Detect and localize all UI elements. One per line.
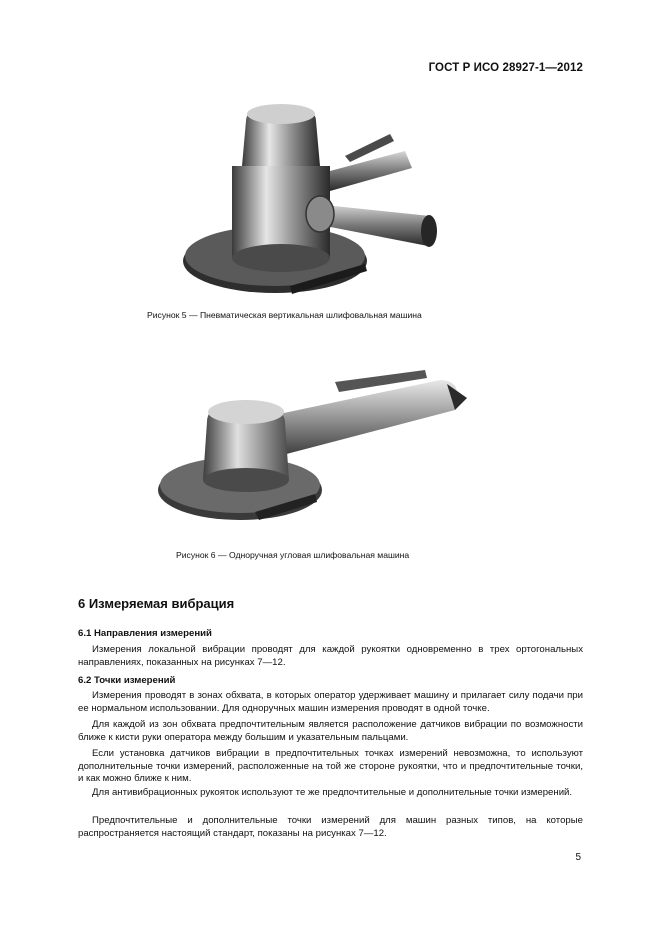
subsection-6-1-heading: 6.1 Направления измерений <box>78 628 212 639</box>
figure-6-angle-grinder <box>155 362 475 534</box>
paragraph: Для каждой из зон обхвата предпочтительным является расположение датчиков вибрации по возможности ближе к кисти руки оператора между большим и указательным пальцами. <box>78 719 583 743</box>
document-header: ГОСТ Р ИСО 28927-1—2012 <box>428 62 583 74</box>
page-number: 5 <box>575 852 581 863</box>
paragraph: Измерения локальной вибрации проводят для каждой рукоятки одновременно в трех ортогональных направлениях, показанных на рисунках 7—12. <box>78 644 583 668</box>
figure-5-vertical-grinder <box>180 96 450 301</box>
figure-6-caption: Рисунок 6 — Одноручная угловая шлифовальная машина <box>176 550 410 560</box>
paragraph: Предпочтительные и дополнительные точки измерений для машин разных типов, на которые распространяется настоящий стандарт, показаны на рисунках 7—12. <box>78 815 583 839</box>
paragraph: Если установка датчиков вибрации в предпочтительных точках измерений невозможна, то используют дополнительные точки измерений, расположенные на той же стороне рукоятки, что и предпочтительные точки, и как можно ближе к ним. <box>78 748 583 785</box>
subsection-6-2-heading: 6.2 Точки измерений <box>78 675 176 686</box>
section-title: 6 Измеряемая вибрация <box>78 596 235 611</box>
paragraph: Измерения проводят в зонах обхвата, в которых оператор удерживает машину и прилагает силу подачи при ее нормальном использовании. Для одноручных машин измерения проводят в одной точке. <box>78 690 583 714</box>
paragraph: Для антивибрационных рукояток используют те же предпочтительные и дополнительные точки измерений. <box>92 787 573 798</box>
figure-5-caption: Рисунок 5 — Пневматическая вертикальная шлифовальная машина <box>147 310 422 320</box>
